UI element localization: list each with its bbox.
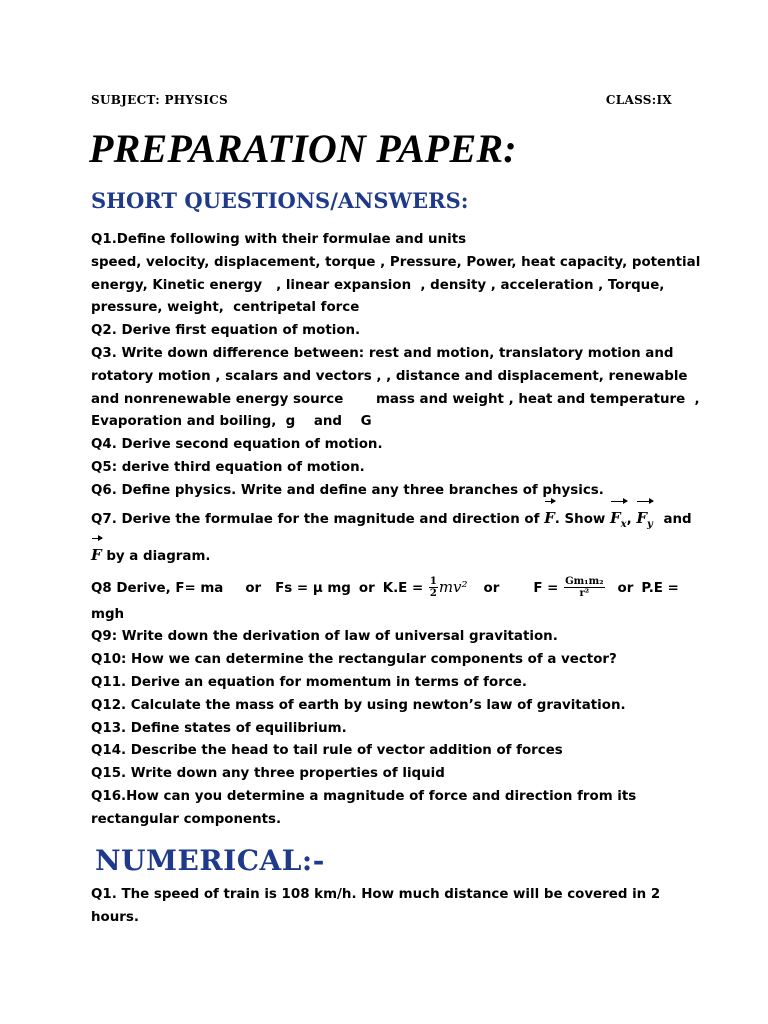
q1-line-3: energy, Kinetic energy , linear expansion , density , acceleration , Torque, [91, 277, 665, 293]
subscript-y: y [646, 518, 653, 530]
gravitation-denominator: r² [579, 588, 590, 600]
vector-fy-letter: F [636, 508, 647, 527]
q8-friction-formula: Fs = μ mg [275, 580, 351, 596]
q1-line-4: pressure, weight, centripetal force [91, 300, 360, 316]
fraction-one-half [429, 576, 438, 599]
gravitation-fraction [564, 576, 604, 599]
q16-line-2: rectangular components. [91, 811, 282, 827]
kinetic-energy-expression: mv² [438, 577, 468, 596]
q7-line-2 [91, 540, 691, 572]
page-title: PREPARATION PAPER: [89, 126, 517, 171]
q7-text-part-4: by a diagram. [106, 548, 211, 564]
q1-line-2: speed, velocity, displacement, torque , Pressure, Power, heat capacity, potential [91, 254, 701, 270]
q14-text: Q14. Describe the head to tail rule of vector addition of forces [91, 743, 563, 759]
q3-line-3: and nonrenewable energy source mass and weight , heat and temperature , [91, 391, 700, 407]
q15-text: Q15. Write down any three properties of liquid [91, 766, 445, 782]
class-label: CLASS:IX [605, 93, 672, 107]
q16-line-1: Q16.How can you determine a magnitude of force and direction from its [91, 788, 637, 804]
subscript-x: x [620, 518, 627, 530]
short-questions-heading: SHORT QUESTIONS/ANSWERS: [91, 188, 469, 213]
q11-text: Q11. Derive an equation for momentum in terms of force. [91, 674, 527, 690]
q8-pe-label: P.E = [641, 580, 679, 596]
q8-or-3: or [483, 580, 500, 596]
q3-line-1: Q3. Write down difference between: rest and motion, translatory motion and [91, 345, 674, 361]
subject-label: SUBJECT: PHYSICS [91, 93, 228, 107]
q9-text: Q9: Write down the derivation of law of universal gravitation. [91, 629, 558, 645]
q2-text: Q2. Derive first equation of motion. [91, 323, 361, 339]
numerical-q1-line-1: Q1. The speed of train is 108 km/h. How much distance will be covered in 2 [91, 887, 661, 902]
vector-fx-symbol [610, 503, 627, 540]
q1-line-1: Q1.Define following with their formulae and units [91, 232, 467, 247]
q8-force-label: F = [533, 580, 559, 596]
numerical-heading: NUMERICAL:- [95, 844, 325, 877]
q3-line-2: rotatory motion , scalars and vectors , , distance and displacement, renewable [91, 368, 688, 384]
q8-or-4: or [617, 580, 634, 596]
q13-text: Q13. Define states of equilibrium. [91, 720, 347, 736]
vector-f-symbol: F [544, 503, 555, 533]
q7-text-part-2: . Show [554, 511, 606, 527]
fraction-denominator: 2 [429, 588, 437, 600]
q7-line-1 [91, 503, 691, 540]
q8-line-1 [91, 572, 691, 604]
q3-line-4: Evaporation and boiling, g and G [91, 414, 372, 430]
document-header [91, 93, 672, 107]
short-questions-list [91, 229, 701, 832]
numerical-q1-line-2: hours. [91, 909, 139, 925]
q8-text-part-1: Q8 Derive, F= ma [91, 580, 224, 596]
fraction-numerator: 1 [429, 576, 437, 588]
vector-fx-letter: F [609, 508, 621, 527]
q7-text-part-1: Q7. Derive the formulae for the magnitude and direction of [91, 511, 540, 527]
numerical-questions-list [91, 884, 691, 930]
q7-comma: , [626, 511, 632, 527]
q8-line-2: mgh [91, 606, 125, 622]
vector-fy-symbol [636, 503, 652, 540]
q5-text: Q5: derive third equation of motion. [91, 459, 365, 475]
q8-or-2: or [358, 580, 375, 596]
q10-text: Q10: How we can determine the rectangular components of a vector? [91, 652, 617, 668]
q4-text: Q4. Derive second equation of motion. [91, 437, 383, 453]
vector-f-symbol-2: F [91, 540, 102, 570]
q6-text: Q6. Define physics. Write and define any three branches of physics. [91, 482, 604, 498]
gravitation-numerator: Gm₁m₂ [565, 576, 604, 588]
q8-ke-label: K.E = [382, 580, 424, 596]
q12-text: Q12. Calculate the mass of earth by using newton’s law of gravitation. [91, 697, 626, 713]
q8-or-1: or [245, 580, 262, 596]
q7-text-part-3: and [663, 511, 692, 527]
